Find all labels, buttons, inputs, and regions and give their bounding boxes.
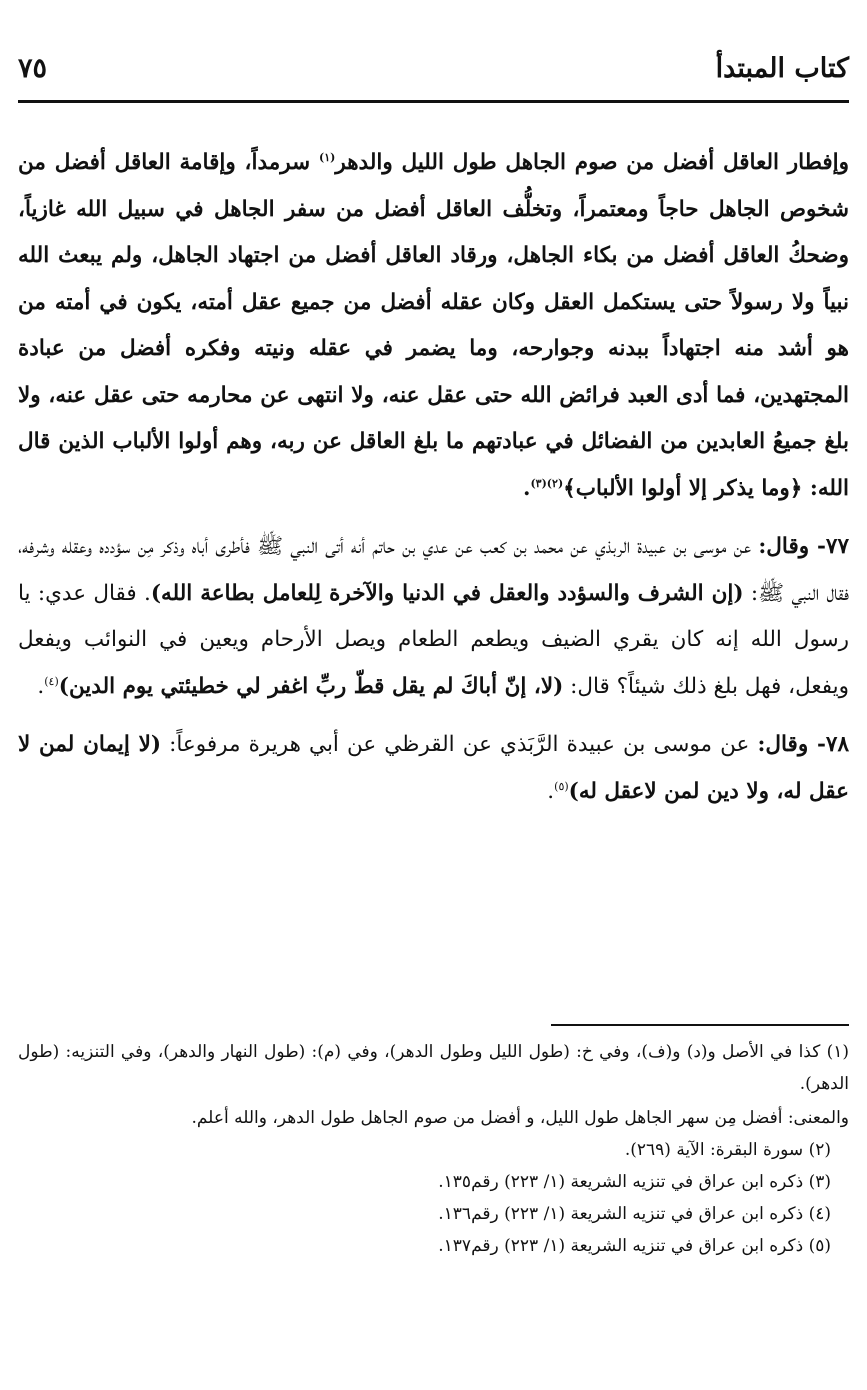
footnote-ref-3: (٣): [530, 476, 547, 490]
paragraph-1-end: .: [522, 475, 531, 501]
chapter-title: كتاب المبتدأ: [715, 52, 849, 84]
running-header: [18, 44, 849, 92]
paragraph-78-end: .: [547, 778, 555, 804]
hadith-number-78: ٧٨- وقال:: [757, 732, 849, 757]
footnote-ref-2: (٢): [546, 476, 564, 490]
main-text: [18, 140, 849, 815]
hadith-number-77: ٧٧- وقال:: [758, 534, 849, 559]
footnote-1: (١) كذا في الأصل و(د) و(ف)، وفي خ: (طول الليل وطول الدهر)، وفي (م): (طول النهار والدهر)، وفي التنزيه: (طول الدهر).: [18, 1042, 849, 1094]
footnote-separator: [551, 1024, 849, 1026]
footnotes: [18, 1036, 849, 1262]
footnote-4: (٤) ذكره ابن عراق في تنزيه الشريعة (١/ ٢٢٣) رقم١٣٦.: [438, 1204, 831, 1224]
paragraph-78: [18, 722, 849, 815]
footnote-ref-4: (٤): [44, 674, 59, 688]
hadith-quote-77b: (لا، إنّ أباكَ لم يقل قطّ ربِّ اغفر لي خطيئتي يوم الدين): [58, 673, 564, 699]
paragraph-77-end: .: [37, 673, 45, 699]
paragraph-77-text-b: . فقال عدي: يا رسول الله إنه كان يقري الضيف ويطعم الطعام ويصل الأرحام ويعين في النوائب ويفعل ويفعل، فهل بلغ ذلك شيئاً؟ قال:: [18, 580, 849, 699]
paragraph-1: [18, 140, 849, 512]
footnote-2: (٢) سورة البقرة: الآية (٢٦٩).: [624, 1140, 831, 1160]
paragraph-1-text-b: سرمداً، وإقامة العاقل أفضل من شخوص الجاهل حاجاً ومعتمراً، وتخلُّف العاقل أفضل من سفر الجاهل في سبيل الله غازياً، وضحكُ العاقل أفضل من بكاء الجاهل، ورقاد العاقل أفضل من اجتهاد الجاهل، ولم يبعث الله نبياً ولا رسولاً حتى يستكمل العقل وكان عقله أفضل من جميع عقل أمته، يكون في أمته من هو أشد منه اجتهاداً ببدنه وجوارحه، وما يضمر في عقله ونيته وفكره أفضل من عبادة المجتهدين، فما أدى العبد فرائض الله حتى عقل عنه، ولا انتهى عن محارمه حتى عقل عنه، ولا بلغ جميعُ العابدين من الفضائل في عبادتهم ما بلغ العاقل عن ربه، وهم أولوا الألباب الذين قال الله:: [18, 150, 849, 501]
paragraph-1-text-a: وإفطار العاقل أفضل من صوم الجاهل طول الليل والدهر: [335, 150, 849, 175]
hadith-quote-77a: (إن الشرف والسؤدد والعقل في الدنيا والآخرة لِلعامل بطاعة الله): [150, 580, 744, 606]
page-number: ٧٥: [18, 52, 48, 84]
paragraph-77-text-a: عن موسى بن عبيدة الربذي عن محمد بن كعب عن عدي بن حاتم أنه أتى النبي ﷺ فأطرى أباه وذكر مِن سؤدده وعقله وشرفه، فقال النبي ﷺ:: [18, 534, 849, 606]
footnote-3: (٣) ذكره ابن عراق في تنزيه الشريعة (١/ ٢٢٣) رقم١٣٥.: [438, 1172, 831, 1192]
quran-verse: ﴿وما يذكر إلا أولوا الألباب﴾: [563, 475, 803, 501]
hadith-quote-78: (لا إيمان لمن لا عقل له، ولا دين لمن لاعقل له): [18, 732, 849, 804]
footnote-1-note: والمعنى: أفضل مِن سهر الجاهل طول الليل، و أفضل من صوم الجاهل طول الدهر، والله أعلم.: [191, 1108, 849, 1128]
footnote-ref-1: (١): [318, 150, 336, 164]
paragraph-78-text: عن موسى بن عبيدة الرَّبَذي عن القرظي عن أبي هريرة مرفوعاً:: [161, 732, 758, 757]
paragraph-77: [18, 524, 849, 710]
footnote-5: (٥) ذكره ابن عراق في تنزيه الشريعة (١/ ٢٢٣) رقم١٣٧.: [438, 1236, 831, 1256]
header-rule: [18, 100, 849, 103]
footnote-ref-5: (٥): [554, 779, 569, 793]
